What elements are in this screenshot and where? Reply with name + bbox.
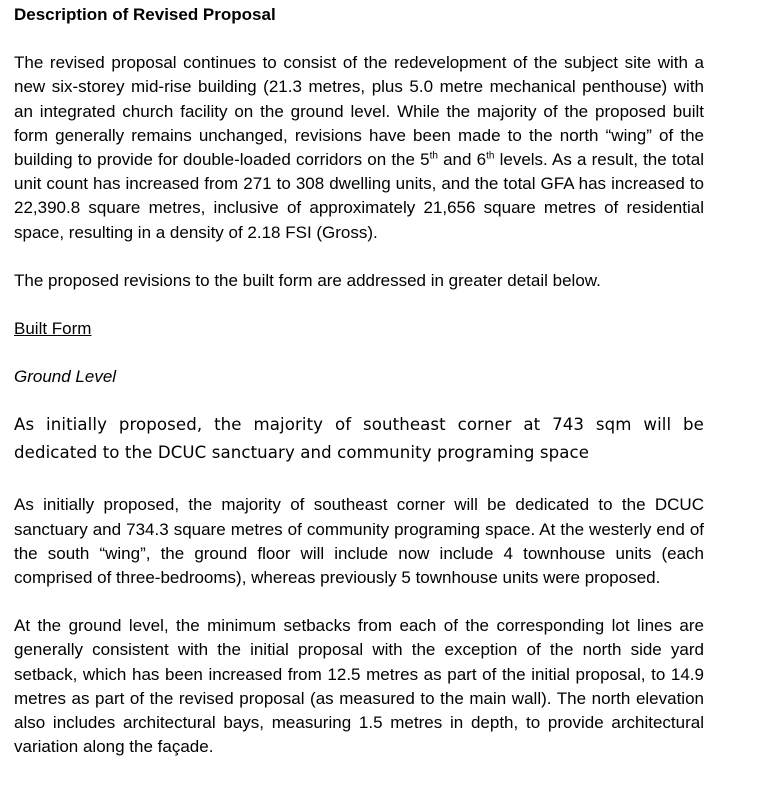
superscript: th: [429, 150, 438, 162]
section-heading: Description of Revised Proposal: [14, 5, 276, 24]
subheading-ground-level: Ground Level: [14, 367, 117, 387]
paragraph-setbacks: At the ground level, the minimum setbacks from each of the corresponding lot lines are generally consistent with the initial proposal with the exception of the north side yard setback, which has been increased from 12.5 metres as part of the initial proposal, to 14.9 metres as part of the revised proposal (as measured to the main wall). The north elevation also includes architectural bays, measuring 1.5 metres in depth, to provide architectural variation along the façade.: [14, 616, 704, 757]
paragraph-text: levels. As a result, the total unit count has increased from 271 to 308 dwelling units, and the total GFA has increased to 22,390.8 square metres, inclusive of approximately 21,656 square metres of residential space, resulting in a density of 2.18 FSI (Gross).: [14, 150, 705, 242]
paragraph-text: The revised proposal continues to consist of the redevelopment of the subject site with a new six-storey mid-rise building (21.3 metres, plus 5.0 metre mechanical penthouse) with an integrated church facility on the ground level. While the majority of the proposed built form generally remains unchanged, revisions have been made to the north “wing” of the building to provide for double-loaded corridors on the 5: [14, 53, 704, 170]
paragraph-revised-proposal: [14, 51, 704, 245]
document-page: [14, 3, 704, 759]
paragraph-text: and 6: [437, 150, 487, 170]
paragraph-revisions-intro: The proposed revisions to the built form are addressed in greater detail below.: [14, 270, 601, 290]
paragraph-townhouse-units: As initially proposed, the majority of southeast corner will be dedicated to the DCUC sanctuary and 734.3 square metres of community programing space. At the westerly end of the south “wing”, the ground floor will include now include 4 townhouse units (each comprised of three-bedrooms), whereas previously 5 townhouse units were proposed.: [14, 495, 704, 588]
superscript: th: [486, 150, 495, 162]
subheading-built-form: Built Form: [14, 319, 92, 339]
paragraph-southeast-corner: As initially proposed, the majority of southeast corner at 743 sqm will be dedicated to the DCUC sanctuary and community programing space: [14, 415, 704, 463]
